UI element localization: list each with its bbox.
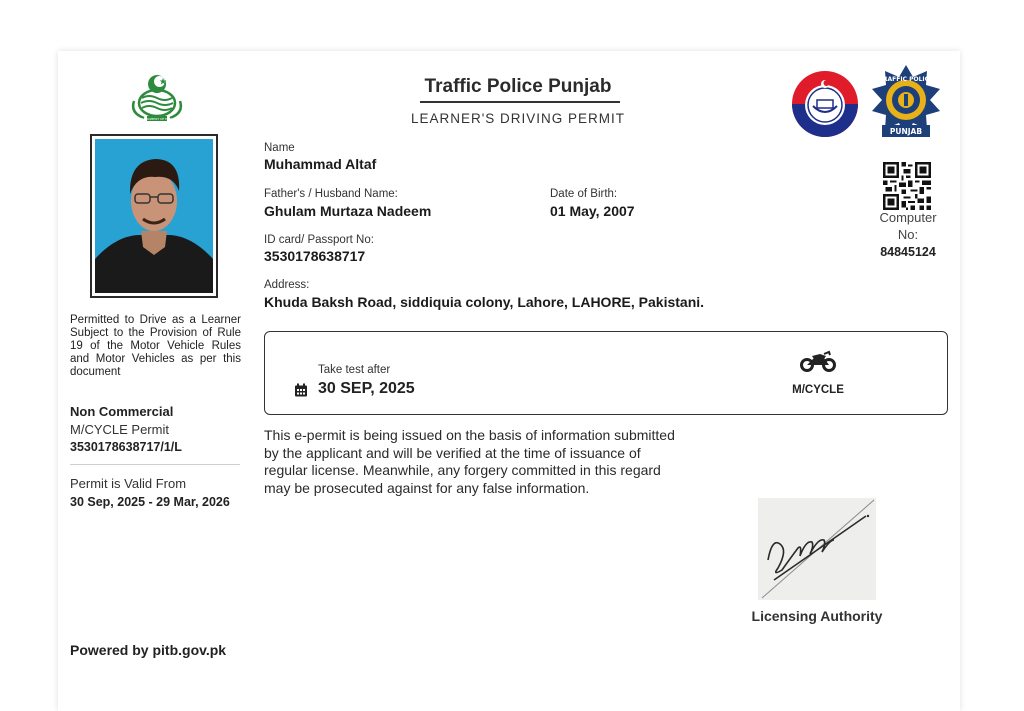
powered-by: Powered by pitb.gov.pk xyxy=(70,642,227,658)
name-label: Name xyxy=(264,142,295,154)
vehicle-type: M/CYCLE xyxy=(792,384,844,396)
svg-text:TRAFFIC POLICE: TRAFFIC POLICE xyxy=(878,76,934,83)
computer-no-value: 84845124 xyxy=(880,245,936,259)
e-permit-notice: This e-permit is being issued on the basis of information submitted by the applicant and will be verified at the time of issuance of regular license. Meanwhile, any forgery committed in this regard may be prosecuted against for any false information. xyxy=(264,427,675,496)
divider xyxy=(70,464,240,465)
id-label: ID card/ Passport No: xyxy=(264,234,374,246)
svg-text:GOVERNMENT OF PUNJAB: GOVERNMENT OF PUNJAB xyxy=(137,117,177,121)
validity-range: 30 Sep, 2025 - 29 Mar, 2026 xyxy=(70,495,230,509)
page-title: Traffic Police Punjab xyxy=(424,76,612,97)
father-name: Ghulam Murtaza Nadeem xyxy=(264,203,432,219)
father-name-label: Father's / Husband Name: xyxy=(264,188,398,200)
applicant-photo xyxy=(90,134,218,298)
permit-number: 3530178638717/1/L xyxy=(70,440,182,454)
motorcycle-icon xyxy=(800,350,836,372)
permit-category: M/CYCLE Permit xyxy=(70,422,169,437)
take-test-label: Take test after xyxy=(318,364,391,376)
address-value: Khuda Baksh Road, siddiquia colony, Lahore, LAHORE, Pakistani. xyxy=(264,294,705,310)
test-date: 30 SEP, 2025 xyxy=(318,380,415,397)
svg-text:PUNJAB: PUNJAB xyxy=(889,127,923,136)
applicant-name: Muhammad Altaf xyxy=(264,156,377,172)
permit-type: Non Commercial xyxy=(70,404,174,419)
title-underline xyxy=(420,101,620,103)
licensing-authority-label: Licensing Authority xyxy=(751,608,883,624)
dob-value: 01 May, 2007 xyxy=(550,203,635,219)
punjab-emblem-icon xyxy=(126,73,188,123)
police-seal-icon xyxy=(791,70,859,138)
address-label: Address: xyxy=(264,279,310,291)
computer-no-label: Computer No: xyxy=(879,210,937,242)
dob-label: Date of Birth: xyxy=(550,188,618,200)
permit-card xyxy=(58,51,960,711)
validity-label: Permit is Valid From xyxy=(70,476,187,491)
id-value: 3530178638717 xyxy=(264,248,366,264)
qr-code-icon xyxy=(883,162,931,210)
traffic-police-badge-icon xyxy=(868,63,944,141)
permission-notice: Permitted to Drive as a Learner Subject to the Provision of Rule 19 of the Motor Vehicle Rules and Motor Vehicles as per this document xyxy=(70,314,241,378)
signature-image xyxy=(758,498,876,600)
page-subtitle: LEARNER'S DRIVING PERMIT xyxy=(410,111,626,126)
calendar-icon xyxy=(294,383,308,397)
